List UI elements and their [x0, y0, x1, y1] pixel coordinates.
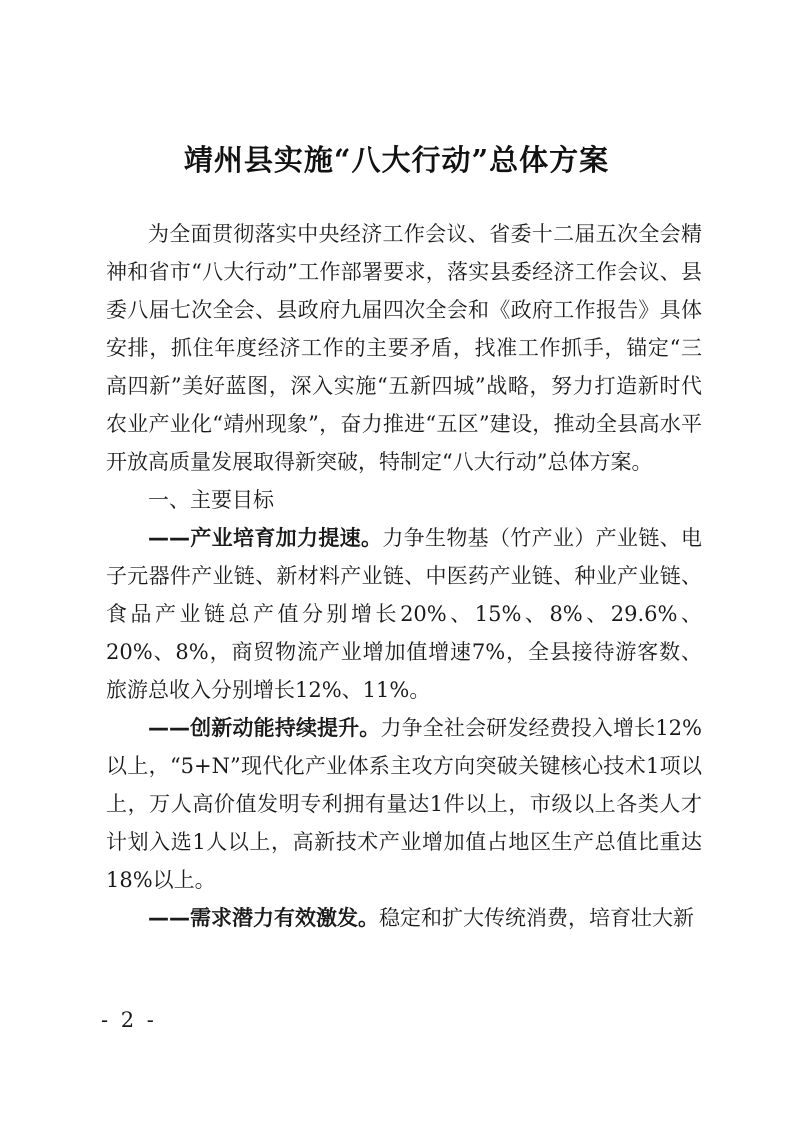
page-number: - 2 - — [101, 1008, 157, 1032]
goal-lead: ——产业培育加力提速。 — [148, 526, 383, 550]
goal-lead: ——需求潜力有效激发。 — [148, 906, 379, 930]
goal-paragraph — [106, 519, 702, 709]
body-text — [106, 215, 702, 937]
goal-text: 稳定和扩大传统消费，培育壮大新 — [379, 906, 694, 930]
intro-paragraph: 为全面贯彻落实中央经济工作会议、省委十二届五次全会精神和省市“八大行动”工作部署要求，落实县委经济工作会议、县委八届七次全会、县政府九届四次全会和《政府工作报告》具体安排，抓住年度经济工作的主要矛盾，找准工作抓手，锚定“三高四新”美好蓝图，深入实施“五新四城”战略，努力打造新时代农业产业化“靖州现象”，奋力推进“五区”建设，推动全县高水平开放高质量发展取得新突破，特制定“八大行动”总体方案。 — [106, 222, 702, 474]
goal-lead: ——创新动能持续提升。 — [148, 716, 381, 740]
goal-text: 力争全社会研发经费投入增长12%以上，“5+N”现代化产业体系主攻方向突破关键核心技术1项以上，万人高价值发明专利拥有量达1件以上，市级以上各类人才计划入选1人以上，高新技术产业增加值占地区生产总值比重达18%以上。 — [106, 716, 703, 892]
goal-paragraph — [106, 709, 702, 899]
goal-paragraph — [106, 899, 702, 937]
page-title: 靖州县实施“八大行动”总体方案 — [183, 143, 610, 177]
goal-text: 力争生物基（竹产业）产业链、电子元器件产业链、新材料产业链、中医药产业链、种业产业链、食品产业链总产值分别增长20%、15%、8%、29.6%、20%、8%，商贸物流产业增加值增速7%，全县接待游客数、旅游总收入分别增长12%、11%。 — [106, 526, 703, 702]
section-heading: 一、主要目标 — [148, 488, 274, 512]
